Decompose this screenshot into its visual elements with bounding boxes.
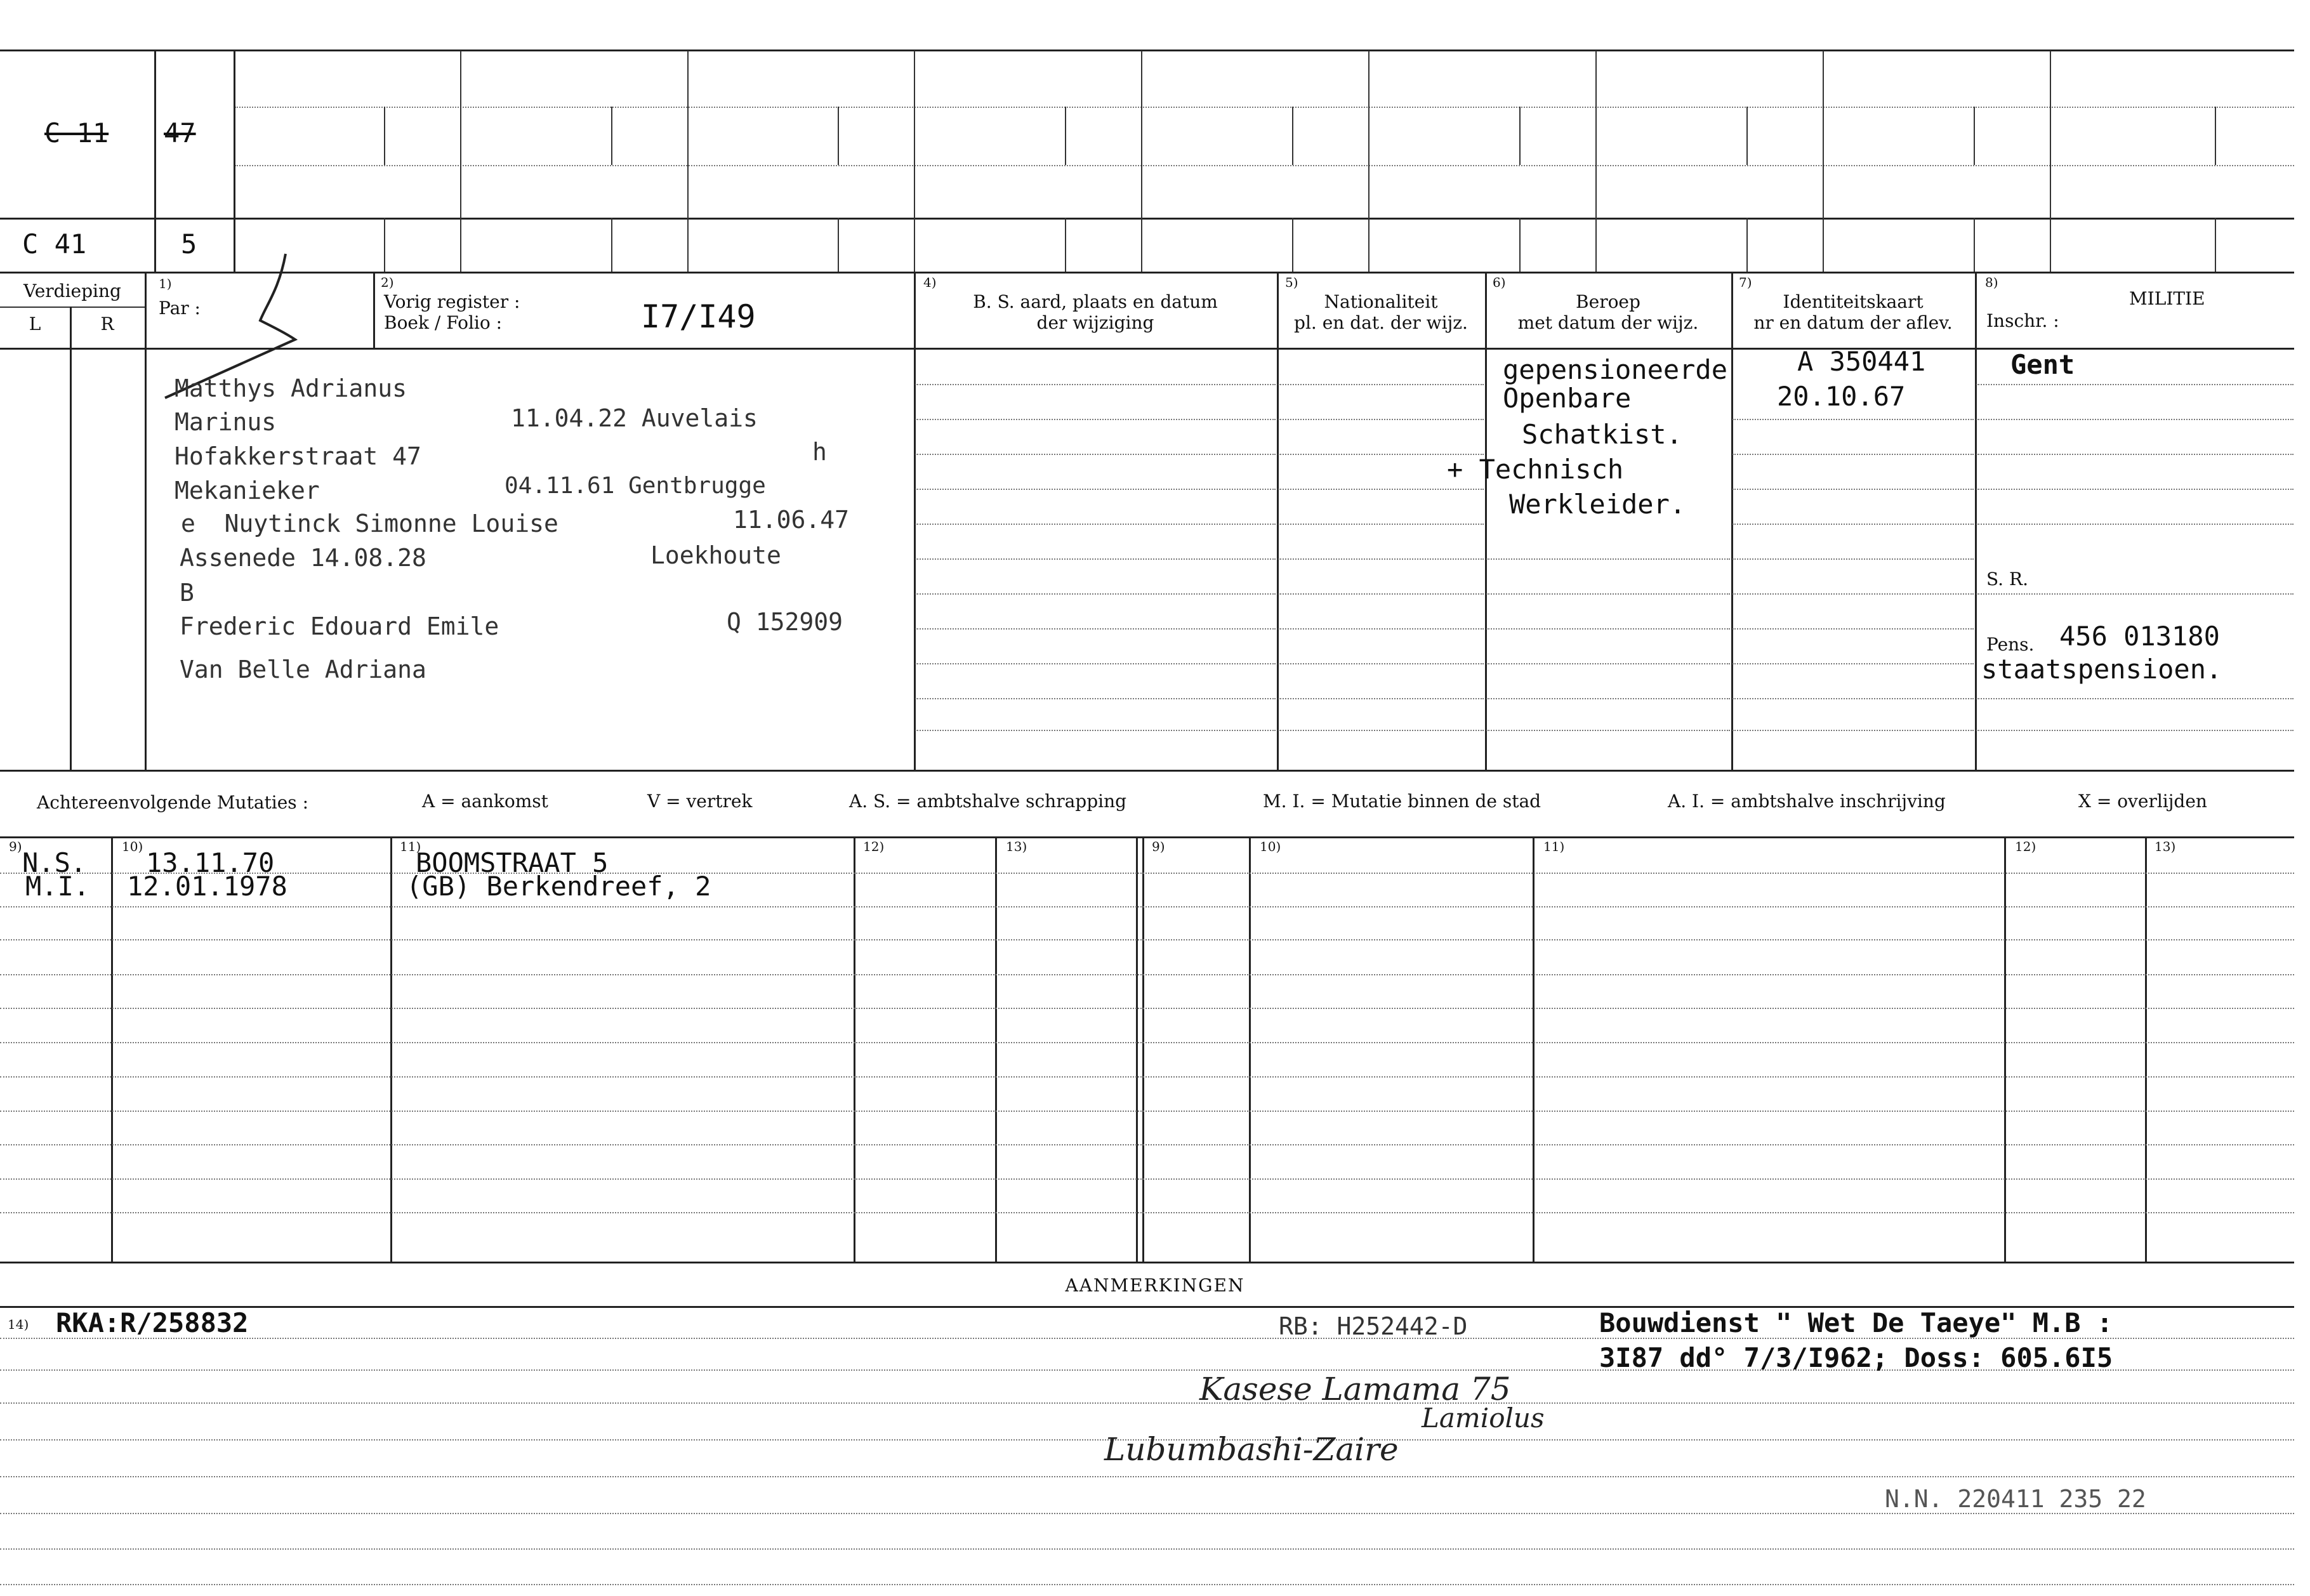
civil-status-line2: der wijziging	[1036, 312, 1154, 333]
mutation-date-2: 12.01.1978	[127, 871, 287, 902]
marriage-date-2: 11.06.47	[733, 506, 850, 534]
legend-title: Achtereenvolgende Mutaties :	[37, 792, 308, 813]
person-line-5: e Nuytinck Simonne Louise	[181, 510, 558, 537]
by-num: 1)	[159, 276, 172, 291]
person-line-2: Marinus	[175, 408, 277, 436]
profession-line1: Beroep	[1576, 291, 1640, 312]
legend-item-internal-move: M. I. = Mutatie binnen de stad	[1263, 791, 1541, 812]
person-line-3: Hofakkerstraat 47	[175, 442, 421, 470]
profession-line-3: Schatkist.	[1522, 419, 1682, 450]
person-line-9: Van Belle Adriana	[180, 656, 426, 683]
militia-sr-label: S. R.	[1986, 569, 2028, 590]
number: 5	[181, 228, 197, 260]
floor-label: Verdieping	[23, 280, 121, 301]
remarks-bouwdienst-2: 3I87 dd° 7/3/I962; Doss: 605.6I5	[1599, 1342, 2113, 1373]
nationality-line2: pl. en dat. der wijz.	[1294, 312, 1468, 333]
h-mark: h	[812, 438, 827, 466]
col-head-10: 13)	[2155, 839, 2176, 854]
prev-register-line1: Vorig register :	[384, 291, 520, 312]
legend-item-departure: V = vertrek	[647, 791, 753, 812]
old-code: C 11	[44, 117, 109, 148]
col-head-5: 13)	[1006, 839, 1027, 854]
code: C 41	[22, 228, 87, 260]
by-label: Par :	[159, 298, 201, 319]
id-card-line1: Identiteitskaart	[1783, 291, 1924, 312]
person-line-6: Assenede 14.08.28	[180, 544, 426, 572]
mutation-code-1: N.S.	[22, 847, 87, 878]
prev-register-num: 2)	[381, 275, 394, 290]
remarks-handwritten-1: Kasese Lamama 75	[1199, 1371, 1511, 1408]
col-head-1: 9)	[9, 839, 22, 854]
militia-pens-number: 456 013180	[2059, 621, 2220, 652]
profession-line2: met datum der wijz.	[1517, 312, 1699, 333]
person-line-4: Mekanieker	[175, 477, 320, 505]
militia-pens-text: staatspensioen.	[1981, 654, 2222, 685]
remarks-rka: RKA:R/258832	[56, 1307, 249, 1338]
militia-num: 8)	[1985, 275, 1998, 290]
remarks-title: AANMERKINGEN	[1065, 1275, 1245, 1296]
nationality-line1: Nationaliteit	[1324, 291, 1438, 312]
mutation-code-2: M.I.	[25, 871, 90, 902]
nationality-num: 5)	[1285, 275, 1298, 290]
remarks-national-number: N.N. 220411 235 22	[1885, 1485, 2146, 1513]
col-head-2: 10)	[122, 839, 143, 854]
col-head-8: 11)	[1543, 839, 1565, 854]
col-head-4: 12)	[863, 839, 885, 854]
legend-item-ex-officio-removal: A. S. = ambtshalve schrapping	[849, 791, 1127, 812]
col-head-9: 12)	[2015, 839, 2036, 854]
col-head-7: 10)	[1260, 839, 1281, 854]
spouse-place: Loekhoute	[650, 541, 781, 569]
prev-register-line2: Boek / Folio :	[384, 312, 503, 333]
remarks-handwritten-2: Lamiolus	[1422, 1402, 1545, 1434]
remarks-rb: RB: H252442-D	[1279, 1312, 1468, 1340]
militia-inschr-value: Gent	[2010, 349, 2075, 380]
id-card-date: 20.10.67	[1777, 381, 1906, 412]
id-card-line2: nr en datum der aflev.	[1753, 312, 1953, 333]
civil-status-line1: B. S. aard, plaats en datum	[973, 291, 1218, 312]
col-head-6: 9)	[1152, 839, 1165, 854]
militia-inschr-label: Inschr. :	[1986, 310, 2059, 331]
mutation-address-1: BOOMSTRAAT 5	[416, 847, 609, 878]
remarks-handwritten-3: Lubumbashi-Zaire	[1104, 1431, 1399, 1468]
person-line-8: Frederic Edouard Emile	[180, 612, 499, 640]
id-card-number: A 350441	[1797, 346, 1926, 377]
mutation-address-2: (GB) Berkendreef, 2	[406, 871, 711, 902]
old-number: 47	[164, 117, 196, 148]
profession-line-2: Openbare	[1503, 383, 1632, 414]
birth-info: 11.04.22 Auvelais	[511, 404, 758, 432]
ref-q: Q 152909	[727, 608, 843, 636]
militia-title: MILITIE	[2129, 288, 2205, 309]
profession-num: 6)	[1493, 275, 1506, 290]
profession-line-5: Werkleider.	[1509, 489, 1686, 520]
remarks-num: 14)	[8, 1317, 29, 1332]
legend-item-death: X = overlijden	[2078, 791, 2207, 812]
prev-register-value: I7/I49	[641, 298, 756, 335]
mutation-date-1: 13.11.70	[146, 847, 275, 878]
person-line-7: B	[180, 579, 194, 607]
floor-left: L	[29, 313, 41, 334]
profession-line-4: + Technisch	[1447, 454, 1624, 485]
militia-pens-label: Pens.	[1986, 634, 2035, 655]
person-line-1: Matthys Adrianus	[175, 374, 407, 402]
remarks-bouwdienst-1: Bouwdienst " Wet De Taeye" M.B :	[1599, 1307, 2113, 1338]
floor-right: R	[100, 313, 114, 334]
id-card-num: 7)	[1739, 275, 1752, 290]
legend-item-ex-officio-registration: A. I. = ambtshalve inschrijving	[1668, 791, 1946, 812]
col-head-3: 11)	[400, 839, 421, 854]
civil-status-num: 4)	[923, 275, 937, 290]
legend-item-arrival: A = aankomst	[422, 791, 548, 812]
profession-line-1: gepensioneerde	[1503, 354, 1728, 385]
marriage-info: 04.11.61 Gentbrugge	[505, 473, 766, 499]
